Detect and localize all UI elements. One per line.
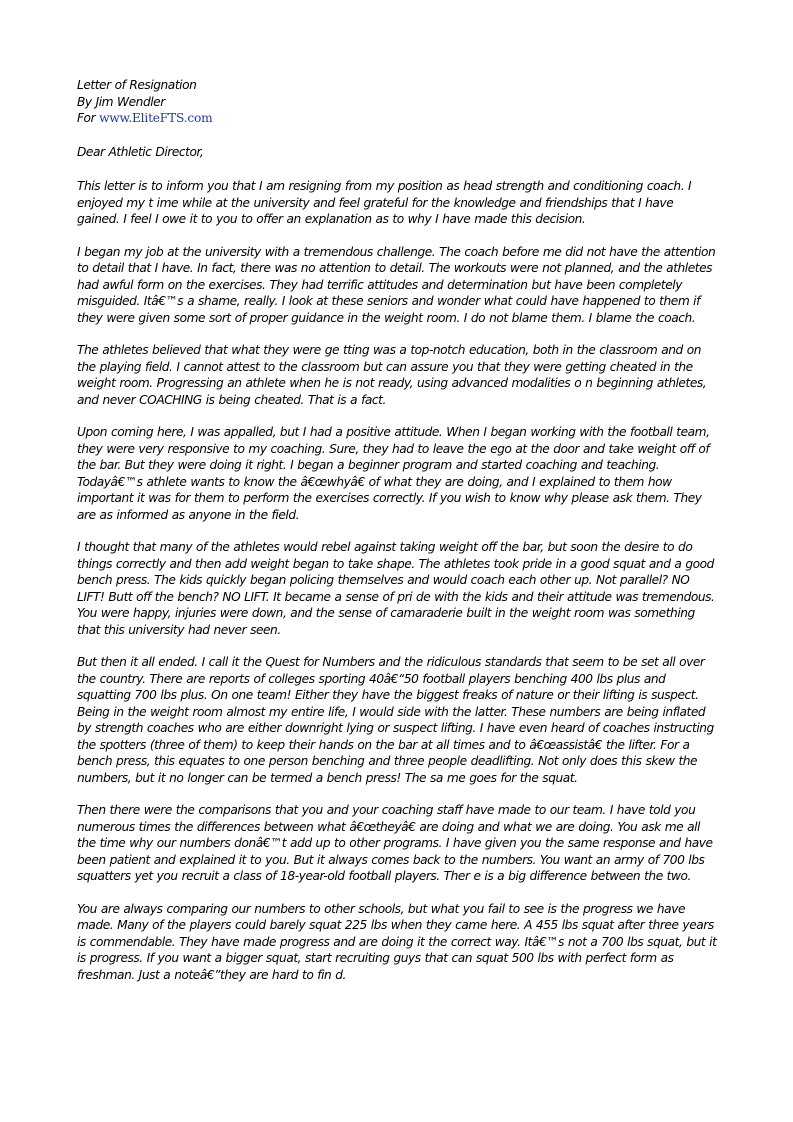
- paragraph-7: Then there were the comparisons that you and your coaching staff have made to our team. I have told you numerous times the differences between what â€œtheyâ€ are doing and what we are doing. You ask me all the time why our numbers donâ€™t add up to other programs. I have given you the same response and have been patient and explained it to you. But it always comes back to the numbers. You want an army of 700 lbs squatters yet you recruit a class of 18-year-old football players. Ther e is a big difference between the two.: [77, 803, 713, 883]
- byline: By Jim Wendler: [77, 94, 165, 109]
- source-prefix: For: [77, 111, 100, 125]
- paragraph-4: Upon coming here, I was appalled, but I had a positive attitude. When I began working with the football team, they were very responsive to my coaching. Sure, they had to leave the ego at the door and take weight off of the bar. But they were doing it right. I began a beginner program and started coaching and teaching. Todayâ€™s athlete wants to know the â€œwhyâ€ of what they are doing, and I explained to them how important it was for them to perform the exercises correctly. If you wish to know why please ask them. They are as informed as anyone in the field.: [77, 425, 710, 522]
- source-line: [77, 110, 717, 127]
- elitefts-link[interactable]: www.EliteFTS.com: [99, 111, 213, 125]
- letter-title: Letter of Resignation: [77, 78, 197, 92]
- salutation: Dear Athletic Director,: [77, 144, 204, 159]
- paragraph-1: This letter is to inform you that I am resigning from my position as head strength and conditioning coach. I enjoyed my t ime while at the university and feel grateful for the knowledge and friendships that I have gained. I feel I owe it to you to offer an explanation as to why I have made this decision.: [77, 179, 692, 226]
- paragraph-6: But then it all ended. I call it the Quest for Numbers and the ridiculous standards that seem to be set all over the country. There are reports of colleges sporting 40â€“50 football players benching 400 lbs plus and squatting 700 lbs plus. On one team! Either they have the biggest freaks of nature or their lifting is suspect. Being in the weight room almost my entire life, I would side with the latter. These numbers are being inflated by strength coaches who are either downright lying or suspect lifting. I have even heard of coaches instructing the spotters (three of them) to keep their hands on the bar at all times and to â€œassistâ€ the lifter. For a bench press, this equates to one person benching and three people deadlifting. Not only does this skew the numbers, but it no longer can be termed a bench press! The sa me goes for the squat.: [77, 655, 714, 785]
- paragraph-8: You are always comparing our numbers to other schools, but what you fail to see is the progress we have made. Many of the players could barely squat 225 lbs when they came here. A 455 lbs squat after three years is commendable. They have made progress and are doing it the correct way. Itâ€™s not a 700 lbs squat, but it is progress. If you want a bigger squat, start recruiting guys that can squat 500 lbs with perfect form as freshman. Just a noteâ€”they are hard to fin d.: [77, 901, 717, 982]
- letter-page: [77, 77, 717, 983]
- paragraph-3: The athletes believed that what they were ge tting was a top-notch education, both in the classroom and on the playing field. I cannot attest to the classroom but can assure you that they were getting cheated in the weight room. Progressing an athlete when he is not ready, using advanced modalities o n beginning athletes, and never COACHING is being cheated. That is a fact.: [77, 343, 707, 407]
- paragraph-5: I thought that many of the athletes would rebel against taking weight off the bar, but soon the desire to do things correctly and then add weight began to take shape. The athletes took pride in a good squat and a good bench press. The kids quickly began policing themselves and would coach each other up. Not parallel? NO LIFT! Butt off the bench? NO LIFT. It became a sense of pri de with the kids and their attitude was tremendous. You were happy, injuries were down, and the sense of camaraderie built in the weight room was something that this university had never seen.: [77, 540, 715, 637]
- paragraph-2: I began my job at the university with a tremendous challenge. The coach before me did not have the attention to detail that I have. In fact, there was no attention to detail. The workouts were not planned, and the athletes had awful form on the exercises. They had terrific attitudes and determination but have been completely misguided. Itâ€™s a shame, really. I look at these seniors and wonder what could have happened to them if they were given some sort of proper guidance in the weight room. I do not blame them. I blame the coach.: [77, 244, 716, 325]
